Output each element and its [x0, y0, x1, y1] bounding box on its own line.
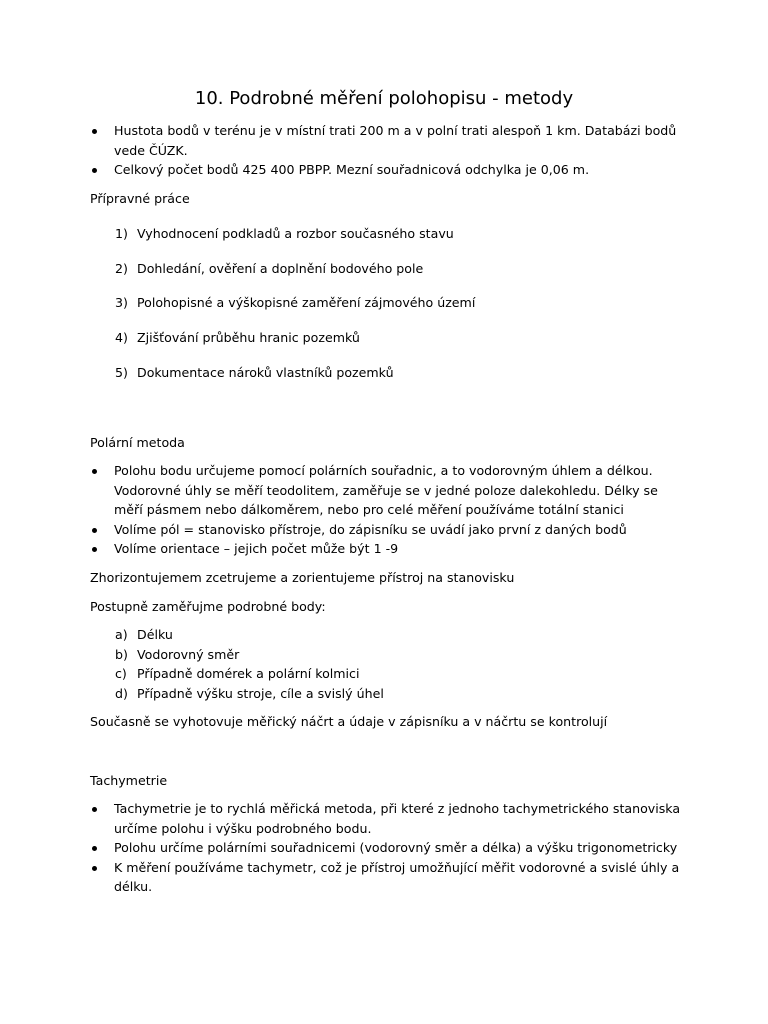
item-marker: d) [115, 685, 128, 701]
tachy-heading: Tachymetrie [90, 773, 168, 788]
bullet-item: Celkový počet bodů 425 400 PBPP. Mezní souřadnicová odchylka je 0,06 m. [90, 160, 690, 180]
item-text: Polohopisné a výškopisné zaměření zájmového území [137, 295, 476, 310]
item-text: Délku [137, 627, 173, 642]
page-title: 10. Podrobné měření polohopisu - metody [194, 88, 574, 109]
item-text: Případně domérek a polární kolmici [137, 666, 360, 681]
prep-numbered-item [90, 363, 690, 383]
prep-numbered-item [90, 293, 690, 313]
polar-paragraph: Současně se vyhotovuje měřický náčrt a údaje v zápisníku a v náčrtu se kontrolují [90, 714, 608, 729]
polar-paragraph: Zhorizontujemem zcetrujeme a zorientujeme přístroj na stanovisku [90, 570, 515, 585]
item-marker: 2) [115, 261, 128, 276]
item-text: Vyhodnocení podkladů a rozbor současného stavu [137, 226, 454, 241]
bullet-item: K měření používáme tachymetr, což je přístroj umožňující měřit vodorovné a svislé úhly a délku. [90, 858, 690, 897]
bullet-item: Polohu určíme polárními souřadnicemi (vodorovný směr a délka) a výšku trigonometricky [90, 838, 690, 858]
item-text: Dohledání, ověření a doplnění bodového pole [137, 261, 424, 276]
item-text: Zjišťování průběhu hranic pozemků [137, 330, 360, 345]
intro-bullet-list [90, 121, 690, 180]
item-marker: a) [115, 627, 128, 642]
item-text: Dokumentace nároků vlastníků pozemků [137, 365, 394, 380]
item-marker: c) [115, 666, 127, 681]
item-marker: 1) [115, 226, 128, 241]
polar-bullet-list [90, 461, 690, 559]
item-marker: 5) [115, 365, 128, 380]
bullet-item: Tachymetrie je to rychlá měřická metoda, při které z jednoho tachymetrického stanoviska určíme polohu i výšku podrobného bodu. [90, 799, 690, 838]
item-marker: 3) [115, 295, 128, 310]
bullet-item: Volíme pól = stanovisko přístroje, do zápisníku se uvádí jako první z daných bodů [90, 520, 690, 540]
bullet-item: Hustota bodů v terénu je v místní trati 200 m a v polní trati alespoň 1 km. Databázi bodů vede ČÚZK. [90, 121, 690, 160]
item-marker: 4) [115, 330, 128, 345]
prep-numbered-item [90, 224, 690, 244]
bullet-item: Polohu bodu určujeme pomocí polárních souřadnic, a to vodorovným úhlem a délkou. Vodorovné úhly se měří teodolitem, zaměřuje se v jedné poloze dalekohledu. Délky se měří pásmem nebo dálkoměrem, nebo pro celé měření používáme totální stanici [90, 461, 690, 520]
tachy-bullet-list [90, 799, 690, 897]
item-text: Případně výšku stroje, cíle a svislý úhel [137, 685, 384, 701]
polar-paragraph: Postupně zaměřujme podrobné body: [90, 599, 326, 614]
prep-numbered-item [90, 328, 690, 348]
prep-heading: Přípravné práce [90, 191, 190, 206]
bullet-item: Volíme orientace – jejich počet může být 1 -9 [90, 539, 690, 559]
polar-lettered-list [90, 625, 690, 703]
item-marker: b) [115, 646, 128, 662]
item-text: Vodorovný směr [137, 646, 240, 662]
prep-numbered-item [90, 259, 690, 279]
polar-heading: Polární metoda [90, 435, 185, 450]
